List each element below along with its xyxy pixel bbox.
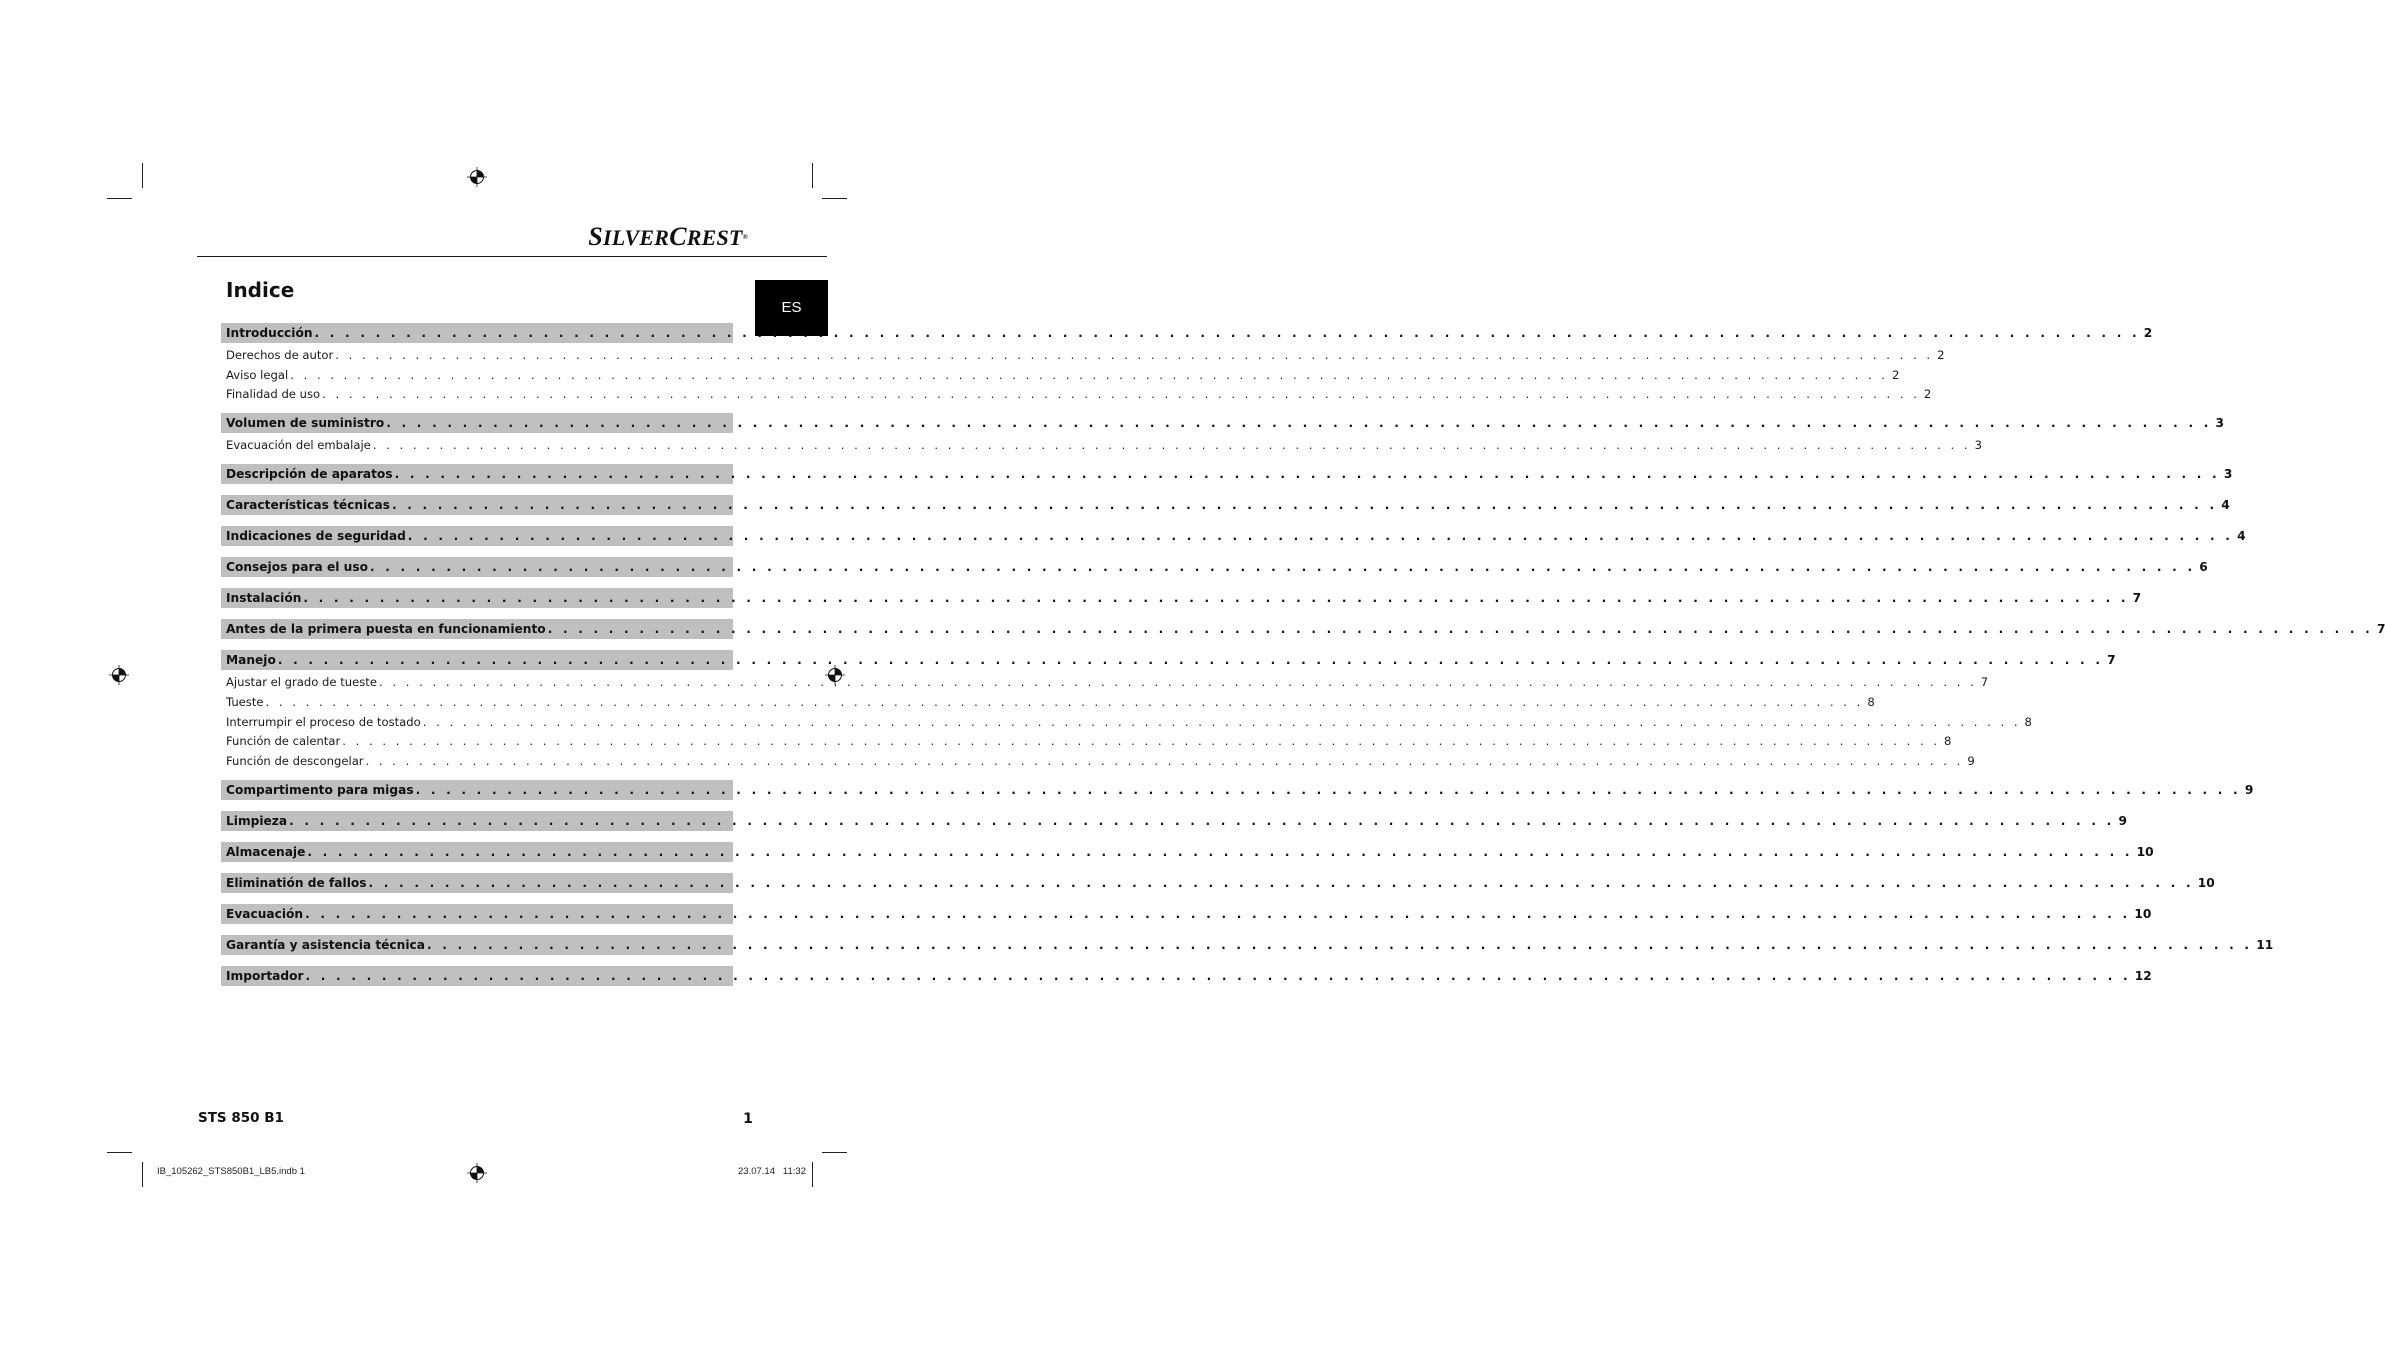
toc-subsection-title: Tueste — [226, 694, 264, 709]
registration-mark-icon — [467, 167, 487, 187]
table-of-contents — [221, 323, 2385, 997]
toc-leader-dots: . . . . . . . . . . . . . . . . . . . . . . . . . . . . . . . . . . . . . . . . . . . . . . . . . . . . . . . . . . . . . . . . . . . . . . . . . . . . . . . . . . . . . . . . . . . . . . . . . . . . . . . . . . . . . . . . . . . . . . . . — [335, 347, 1934, 362]
toc-leader-dots: . . . . . . . . . . . . . . . . . . . . . . . . . . . . . . . . . . . . . . . . . . . . . . . . . . . . . . . . . . . . . . . . . . . . . . . . . . . . . . . . . . . . . . . . . . . . . . . . . . . . . . . . . . . . . . . . . . . . . . . . — [386, 416, 2212, 431]
toc-section[interactable] — [221, 780, 2254, 800]
brand-logo-part: ILVER — [602, 225, 670, 250]
toc-subsection-list — [221, 435, 1982, 455]
toc-leader-dots: . . . . . . . . . . . . . . . . . . . . . . . . . . . . . . . . . . . . . . . . . . . . . . . . . . . . . . . . . . . . . . . . . . . . . . . . . . . . . . . . . . . . . . . . . . . . . . . . . . . . . . . . . . . . . . . . . . . . . . . . — [305, 907, 2131, 922]
toc-subsection[interactable] — [221, 692, 1875, 712]
toc-section-title: Consejos para el uso — [226, 560, 368, 575]
toc-subsection-title: Interrumpir el proceso de tostado — [226, 714, 421, 729]
crop-mark — [812, 163, 813, 188]
toc-leader-dots: . . . . . . . . . . . . . . . . . . . . . . . . . . . . . . . . . . . . . . . . . . . . . . . . . . . . . . . . . . . . . . . . . . . . . . . . . . . . . . . . . . . . . . . . . . . . . . . . . . . . . . . . . . . . . . . . . . . . . . . . — [342, 734, 1941, 749]
toc-section-page: 7 — [2132, 591, 2142, 606]
toc-section-page: 7 — [2376, 622, 2385, 637]
brand-logo-part: S — [588, 222, 603, 251]
toc-section-page: 9 — [2118, 814, 2127, 829]
toc-leader-dots: . . . . . . . . . . . . . . . . . . . . . . . . . . . . . . . . . . . . . . . . . . . . . . . . . . . . . . . . . . . . . . . . . . . . . . . . . . . . . . . . . . . . . . . . . . . . . . . . . . . . . . . . . . . . . . . . . . . . . . . . — [369, 560, 2196, 575]
toc-section[interactable] — [221, 650, 2116, 670]
toc-leader-dots: . . . . . . . . . . . . . . . . . . . . . . . . . . . . . . . . . . . . . . . . . . . . . . . . . . . . . . . . . . . . . . . . . . . . . . . . . . . . . . . . . . . . . . . . . . . . . . . . . . . . . . . . . . . . . . . . . . . . . . . . — [391, 498, 2218, 513]
page-title: Indice — [226, 278, 295, 302]
toc-subsection-list — [221, 672, 2032, 771]
toc-leader-dots: . . . . . . . . . . . . . . . . . . . . . . . . . . . . . . . . . . . . . . . . . . . . . . . . . . . . . . . . . . . . . . . . . . . . . . . . . . . . . . . . . . . . . . . . . . . . . . . . . . . . . . . . . . . . . . . . . . . . . . . . — [307, 845, 2133, 860]
crop-mark — [822, 1152, 847, 1153]
toc-subsection[interactable] — [221, 385, 1932, 405]
crop-mark — [142, 163, 143, 188]
toc-section[interactable] — [221, 464, 2233, 484]
toc-section[interactable] — [221, 811, 2127, 831]
toc-leader-dots: . . . . . . . . . . . . . . . . . . . . . . . . . . . . . . . . . . . . . . . . . . . . . . . . . . . . . . . . . . . . . . . . . . . . . . . . . . . . . . . . . . . . . . . . . . . . . . . . . . . . . . . . . . . . . . . . . . . . . . . . — [422, 714, 2021, 729]
toc-section-title: Evacuación — [226, 907, 304, 922]
toc-section-title: Introducción — [226, 326, 313, 340]
registration-mark-icon — [467, 1163, 487, 1183]
header-rule — [197, 256, 827, 257]
toc-leader-dots: . . . . . . . . . . . . . . . . . . . . . . . . . . . . . . . . . . . . . . . . . . . . . . . . . . . . . . . . . . . . . . . . . . . . . . . . . . . . . . . . . . . . . . . . . . . . . . . . . . . . . . . . . . . . . . . . . . . . . . . . — [368, 876, 2194, 891]
toc-section-page: 4 — [2221, 498, 2230, 513]
toc-section-page: 10 — [2136, 845, 2154, 860]
toc-subsection-title: Aviso legal — [226, 367, 289, 382]
toc-section-title: Eliminatión de fallos — [226, 876, 367, 891]
toc-section-page: 9 — [2244, 783, 2254, 798]
toc-section-title: Compartimento para migas — [226, 783, 414, 798]
toc-section-page: 12 — [2134, 969, 2152, 984]
toc-leader-dots: . . . . . . . . . . . . . . . . . . . . . . . . . . . . . . . . . . . . . . . . . . . . . . . . . . . . . . . . . . . . . . . . . . . . . . . . . . . . . . . . . . . . . . . . . . . . . . . . . . . . . . . . . . . . . . . . . . . . . . . . — [394, 467, 2220, 482]
toc-section-page: 10 — [2134, 907, 2152, 922]
toc-subsection-title: Finalidad de uso — [226, 387, 321, 402]
toc-section-title: Indicaciones de seguridad — [226, 529, 406, 544]
toc-section-title: Descripción de aparatos — [226, 467, 393, 482]
toc-subsection-page: 2 — [1892, 367, 1900, 382]
toc-subsection[interactable] — [221, 365, 1900, 385]
toc-section-title: Importador — [226, 969, 304, 984]
brand-logo-part: ® — [742, 233, 748, 241]
toc-section-title: Antes de la primera puesta en funcionamiento — [226, 622, 546, 637]
toc-subsection-title: Ajustar el grado de tueste — [226, 675, 377, 690]
toc-section-title: Volumen de suministro — [226, 416, 385, 431]
registration-mark-icon — [109, 665, 129, 685]
toc-section[interactable] — [221, 557, 2208, 577]
crop-mark — [812, 1162, 813, 1187]
toc-section-title: Características técnicas — [226, 498, 390, 513]
toc-subsection-page: 2 — [1937, 347, 1945, 362]
toc-subsection-title: Función de descongelar — [226, 754, 364, 769]
print-date: 23.07.14 — [738, 1166, 775, 1177]
toc-subsection-page: 8 — [2024, 714, 2032, 729]
crop-mark — [107, 198, 132, 199]
toc-section[interactable] — [221, 619, 2385, 639]
toc-section-page: 4 — [2237, 529, 2246, 544]
model-number: STS 850 B1 — [198, 1110, 284, 1126]
brand-logo-part: C — [669, 222, 687, 251]
print-timestamp — [704, 1166, 806, 1177]
toc-subsection-title: Función de calentar — [226, 734, 341, 749]
toc-section-page: 11 — [2256, 938, 2274, 953]
print-time: 11:32 — [782, 1166, 806, 1177]
toc-leader-dots: . . . . . . . . . . . . . . . . . . . . . . . . . . . . . . . . . . . . . . . . . . . . . . . . . . . . . . . . . . . . . . . . . . . . . . . . . . . . . . . . . . . . . . . . . . . . . . . . . . . . . . . . . . . . . . . . . . . . . . . . — [547, 622, 2373, 637]
toc-leader-dots: . . . . . . . . . . . . . . . . . . . . . . . . . . . . . . . . . . . . . . . . . . . . . . . . . . . . . . . . . . . . . . . . . . . . . . . . . . . . . . . . . . . . . . . . . . . . . . . . . . . . . . . . . . . . . . . . . . . . . . . . — [407, 529, 2234, 544]
crop-mark — [107, 1152, 132, 1153]
toc-leader-dots: . . . . . . . . . . . . . . . . . . . . . . . . . . . . . . . . . . . . . . . . . . . . . . . . . . . . . . . . . . . . . . . . . . . . . . . . . . . . . . . . . . . . . . . . . . . . . . . . . . . . . . . . . . . . . . . . . . . . . . . . — [426, 938, 2253, 953]
toc-subsection-list — [221, 345, 1945, 404]
toc-subsection[interactable] — [221, 712, 2032, 732]
toc-subsection[interactable] — [221, 732, 1952, 752]
brand-logo — [578, 224, 748, 251]
toc-section[interactable] — [221, 413, 2225, 433]
toc-section[interactable] — [221, 904, 2152, 924]
toc-section[interactable] — [221, 966, 2152, 986]
toc-section[interactable] — [221, 323, 2153, 343]
toc-subsection[interactable] — [221, 345, 1945, 365]
brand-logo-part: REST — [686, 225, 743, 250]
toc-leader-dots: . . . . . . . . . . . . . . . . . . . . . . . . . . . . . . . . . . . . . . . . . . . . . . . . . . . . . . . . . . . . . . . . . . . . . . . . . . . . . . . . . . . . . . . . . . . . . . . . . . . . . . . . . . . . . . . . . . . . . . . . — [305, 969, 2131, 984]
page-number: 1 — [743, 1111, 753, 1127]
file-slug: IB_105262_STS850B1_LB5.indb 1 — [157, 1166, 305, 1177]
toc-section-page: 3 — [2223, 467, 2233, 482]
toc-leader-dots: . . . . . . . . . . . . . . . . . . . . . . . . . . . . . . . . . . . . . . . . . . . . . . . . . . . . . . . . . . . . . . . . . . . . . . . . . . . . . . . . . . . . . . . . . . . . . . . . . . . . . . . . . . . . . . . . . . . . . . . . — [365, 754, 1964, 769]
toc-section[interactable] — [221, 873, 2215, 893]
toc-section[interactable] — [221, 935, 2274, 955]
toc-subsection-page: 8 — [1944, 734, 1952, 749]
toc-section-title: Almacenaje — [226, 845, 306, 860]
toc-subsection-page: 3 — [1974, 438, 1982, 453]
toc-leader-dots: . . . . . . . . . . . . . . . . . . . . . . . . . . . . . . . . . . . . . . . . . . . . . . . . . . . . . . . . . . . . . . . . . . . . . . . . . . . . . . . . . . . . . . . . . . . . . . . . . . . . . . . . . . . . . . . . . . . . . . . . — [265, 694, 1864, 709]
toc-leader-dots: . . . . . . . . . . . . . . . . . . . . . . . . . . . . . . . . . . . . . . . . . . . . . . . . . . . . . . . . . . . . . . . . . . . . . . . . . . . . . . . . . . . . . . . . . . . . . . . . . . . . . . . . . . . . . . . . . . . . . . . . — [314, 326, 2140, 340]
toc-section[interactable] — [221, 588, 2142, 608]
toc-subsection-page: 8 — [1867, 694, 1875, 709]
crop-mark — [142, 1162, 143, 1187]
crop-mark — [822, 198, 847, 199]
toc-subsection-title: Evacuación del embalaje — [226, 438, 371, 453]
toc-subsection[interactable] — [221, 435, 1982, 455]
toc-subsection-page: 2 — [1923, 387, 1932, 402]
toc-section[interactable] — [221, 842, 2154, 862]
toc-subsection-title: Derechos de autor — [226, 347, 334, 362]
toc-subsection[interactable] — [221, 672, 1989, 692]
toc-leader-dots: . . . . . . . . . . . . . . . . . . . . . . . . . . . . . . . . . . . . . . . . . . . . . . . . . . . . . . . . . . . . . . . . . . . . . . . . . . . . . . . . . . . . . . . . . . . . . . . . . . . . . . . . . . . . . . . . . . . . . . . . — [303, 591, 2129, 606]
toc-section[interactable] — [221, 526, 2246, 546]
toc-leader-dots: . . . . . . . . . . . . . . . . . . . . . . . . . . . . . . . . . . . . . . . . . . . . . . . . . . . . . . . . . . . . . . . . . . . . . . . . . . . . . . . . . . . . . . . . . . . . . . . . . . . . . . . . . . . . . . . . . . . . . . . . — [277, 653, 2104, 668]
toc-section-page: 7 — [2107, 653, 2116, 668]
toc-subsection[interactable] — [221, 751, 1975, 771]
toc-section-page: 10 — [2197, 876, 2215, 891]
toc-section-title: Instalación — [226, 591, 302, 606]
toc-subsection-page: 9 — [1967, 754, 1975, 769]
toc-leader-dots: . . . . . . . . . . . . . . . . . . . . . . . . . . . . . . . . . . . . . . . . . . . . . . . . . . . . . . . . . . . . . . . . . . . . . . . . . . . . . . . . . . . . . . . . . . . . . . . . . . . . . . . . . . . . . . . . . . . . . . . . — [290, 367, 1888, 382]
toc-leader-dots: . . . . . . . . . . . . . . . . . . . . . . . . . . . . . . . . . . . . . . . . . . . . . . . . . . . . . . . . . . . . . . . . . . . . . . . . . . . . . . . . . . . . . . . . . . . . . . . . . . . . . . . . . . . . . . . . . . . . . . . . — [289, 814, 2115, 829]
toc-section-page: 6 — [2199, 560, 2208, 575]
toc-leader-dots: . . . . . . . . . . . . . . . . . . . . . . . . . . . . . . . . . . . . . . . . . . . . . . . . . . . . . . . . . . . . . . . . . . . . . . . . . . . . . . . . . . . . . . . . . . . . . . . . . . . . . . . . . . . . . . . . . . . . . . . . — [372, 438, 1971, 453]
toc-subsection-page: 7 — [1980, 675, 1989, 690]
toc-section-page: 2 — [2143, 326, 2153, 340]
toc-section-page: 3 — [2215, 416, 2225, 431]
toc-section[interactable] — [221, 495, 2230, 515]
toc-section-title: Garantía y asistencia técnica — [226, 938, 425, 953]
toc-section-title: Limpieza — [226, 814, 288, 829]
toc-leader-dots: . . . . . . . . . . . . . . . . . . . . . . . . . . . . . . . . . . . . . . . . . . . . . . . . . . . . . . . . . . . . . . . . . . . . . . . . . . . . . . . . . . . . . . . . . . . . . . . . . . . . . . . . . . . . . . . . . . . . . . . . — [378, 675, 1977, 690]
toc-section-title: Manejo — [226, 653, 276, 668]
toc-leader-dots: . . . . . . . . . . . . . . . . . . . . . . . . . . . . . . . . . . . . . . . . . . . . . . . . . . . . . . . . . . . . . . . . . . . . . . . . . . . . . . . . . . . . . . . . . . . . . . . . . . . . . . . . . . . . . . . . . . . . . . . . — [415, 783, 2241, 798]
toc-leader-dots: . . . . . . . . . . . . . . . . . . . . . . . . . . . . . . . . . . . . . . . . . . . . . . . . . . . . . . . . . . . . . . . . . . . . . . . . . . . . . . . . . . . . . . . . . . . . . . . . . . . . . . . . . . . . . . . . . . . . . . . . — [322, 387, 1920, 402]
language-tab: ES — [755, 280, 828, 336]
